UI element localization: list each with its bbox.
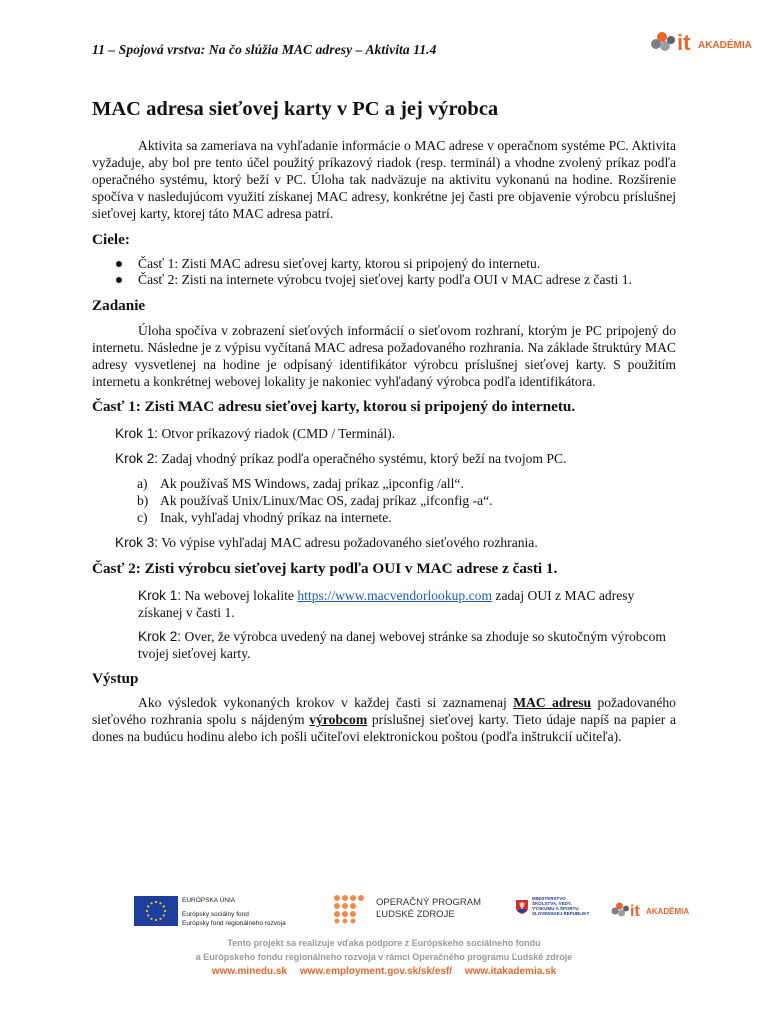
option-marker: b) bbox=[137, 493, 149, 508]
footer-links bbox=[0, 964, 768, 980]
vystup-paragraph bbox=[92, 694, 676, 745]
intro-paragraph: Aktivita sa zameriava na vyhľadanie informácie o MAC adrese v operačnom systéme PC. Aktivita vyžaduje, aby bol pre tento účel použitý príkazový riadok (resp. terminál) a vhodne zvolený príkaz podľa operačného systému, ktorý beží v PC. Úloha tak nadväzuje na aktivitu vykonanú na hodine. Rozšírenie spočíva v nasledujúcom využití získanej MAC adresy, konkrétne jej časti pre objavenie výrobcu príslušnej sieťovej karty, ktorej táto MAC adresa patrí. bbox=[92, 138, 676, 221]
page-title: MAC adresa sieťovej karty v PC a jej výrobca bbox=[92, 98, 499, 120]
list-item: Časť 1: Zisti MAC adresu sieťovej karty, ktorou si pripojený do internetu. bbox=[92, 256, 676, 272]
svg-text:it: it bbox=[677, 30, 691, 55]
krok-text: Over, že výrobca uvedený na danej webovej stránke sa zhoduje so skutočným výrobcom tvojej sieťovej karty. bbox=[138, 629, 666, 661]
ministry-line: SLOVENSKEJ REPUBLIKY bbox=[532, 911, 590, 916]
goals-list bbox=[92, 256, 676, 288]
svg-text:it: it bbox=[630, 903, 640, 920]
ciele-heading: Ciele: bbox=[92, 231, 130, 248]
op-text bbox=[376, 897, 481, 921]
svg-text:AKADÉMIA: AKADÉMIA bbox=[646, 907, 690, 916]
eu-line: Európsky sociálny fond bbox=[182, 911, 249, 918]
ministry-text bbox=[532, 896, 590, 916]
zadanie-paragraph: Úloha spočíva v zobrazení sieťových informácií o sieťovom rozhraní, ktorým je PC pripojený do internetu. Následne je z výpisu vyčítaná MAC adresa požadovaného rozhrania. Na základe štruktúry MAC adresy vysvetlenej na hodine je odpísaný identifikátor výrobcu príslušnej sieťovej karty. S použitím internetu a konkrétnej webovej lokality je nakoniec vyhľadaný výrobca podľa identifikátora. bbox=[92, 323, 676, 389]
it-akademia-footer-logo bbox=[610, 898, 700, 922]
cast2-krok2 bbox=[138, 628, 676, 662]
logo-brand-text: AKADÉMIA bbox=[698, 40, 752, 51]
cast1-heading: Časť 1: Zisti MAC adresu sieťovej karty, ktorou si pripojený do internetu. bbox=[92, 398, 576, 415]
option-text: Ak používaš Unix/Linux/Mac OS, zadaj príkaz „ifconfig -a“. bbox=[160, 493, 493, 508]
vystup-heading: Výstup bbox=[92, 670, 139, 687]
vystup-emphasis: výrobcom bbox=[309, 712, 368, 727]
ministry-line: VÝSKUMU A ŠPORTU bbox=[532, 906, 579, 911]
krok-text: Vo výpise vyhľadaj MAC adresu požadovaného sieťového rozhrania. bbox=[158, 535, 538, 550]
cast1-krok2 bbox=[115, 450, 676, 467]
footer-link-minedu[interactable]: www.minedu.sk bbox=[211, 966, 287, 977]
it-akademia-logo-icon bbox=[648, 26, 768, 58]
header-title: 11 – Spojová vrstva: Na čo slúžia MAC adresy – Aktivita 11.4 bbox=[92, 42, 437, 57]
list-item bbox=[92, 492, 676, 509]
zadanie-heading: Zadanie bbox=[92, 297, 146, 314]
op-ludske-zdroje-icon bbox=[333, 894, 365, 924]
footer-line: Tento projekt sa realizuje vďaka podpore z Európskeho sociálneho fondu bbox=[227, 938, 541, 948]
main-content bbox=[92, 137, 676, 745]
vystup-text: Ako výsledok vykonaných krokov v každej časti si zaznamenaj bbox=[138, 695, 514, 710]
list-item bbox=[92, 509, 676, 526]
op-line: ĽUDSKÉ ZDROJE bbox=[376, 909, 455, 920]
krok-label: Krok 1: bbox=[115, 426, 159, 441]
footer-link-itakademia[interactable]: www.itakademia.sk bbox=[464, 966, 557, 977]
option-text: Ak používaš MS Windows, zadaj príkaz „ipconfig /all“. bbox=[160, 476, 464, 491]
ministry-line: MINISTERSTVO bbox=[532, 896, 566, 901]
footer bbox=[0, 888, 768, 1008]
list-item: Časť 2: Zisti na internete výrobcu tvojej sieťovej karty podľa OUI v MAC adrese z časti 1. bbox=[92, 272, 676, 288]
footer-text bbox=[0, 936, 768, 980]
it-akademia-logo-icon bbox=[610, 898, 700, 922]
cast1-krok1 bbox=[115, 425, 676, 442]
list-item bbox=[92, 475, 676, 492]
op-line: OPERAČNÝ PROGRAM bbox=[376, 897, 482, 908]
footer-link-employment[interactable]: www.employment.gov.sk/sk/esf/ bbox=[299, 966, 453, 977]
option-marker: a) bbox=[137, 476, 148, 491]
eu-flag-icon bbox=[134, 896, 178, 926]
eu-line: Európsky fond regionálneho rozvoja bbox=[182, 920, 286, 927]
option-text: Inak, vyhľadaj vhodný príkaz na internete. bbox=[160, 510, 392, 525]
slovak-coat-of-arms-icon bbox=[516, 900, 528, 914]
eu-line: EURÓPSKA ÚNIA bbox=[182, 897, 236, 904]
krok-label: Krok 2: bbox=[138, 629, 182, 644]
krok-text: Na webovej lokalite bbox=[181, 588, 298, 603]
krok-label: Krok 3: bbox=[115, 535, 159, 550]
vystup-text: požadovaného sieťového rozhrania spolu s nájdeným bbox=[92, 695, 676, 727]
cast1-krok3 bbox=[115, 534, 676, 551]
krok-text: Otvor príkazový riadok (CMD / Terminál). bbox=[158, 426, 396, 441]
cast2-heading: Časť 2: Zisti výrobcu sieťovej karty podľa OUI v MAC adrese z časti 1. bbox=[92, 560, 558, 577]
vystup-text: príslušnej sieťovej karty. Tieto údaje napíš na papier a dones na budúcu hodinu alebo ich pošli učiteľovi elektronickou poštou (podľa inštrukcií učiteľa). bbox=[92, 712, 676, 744]
krok-label: Krok 2: bbox=[115, 451, 159, 466]
krok-label: Krok 1: bbox=[138, 588, 182, 603]
vystup-emphasis: MAC adresu bbox=[513, 695, 592, 710]
cast2-krok1 bbox=[138, 587, 676, 621]
krok-text: zadaj OUI z MAC adresy získanej v časti 1. bbox=[138, 588, 635, 620]
os-options-list bbox=[92, 475, 676, 526]
krok-text: Zadaj vhodný príkaz podľa operačného systému, ktorý beží na tvojom PC. bbox=[158, 451, 567, 466]
footer-line: a Európskeho fondu regionálneho rozvoja v rámci Operačného programu Ľudské zdroje bbox=[195, 952, 573, 962]
ministry-line: ŠKOLSTVA, VEDY, bbox=[532, 901, 572, 906]
macvendorlookup-link[interactable]: https://www.macvendorlookup.com bbox=[297, 588, 493, 603]
option-marker: c) bbox=[137, 510, 148, 525]
it-akademia-logo bbox=[648, 26, 768, 58]
eu-text bbox=[182, 896, 286, 928]
